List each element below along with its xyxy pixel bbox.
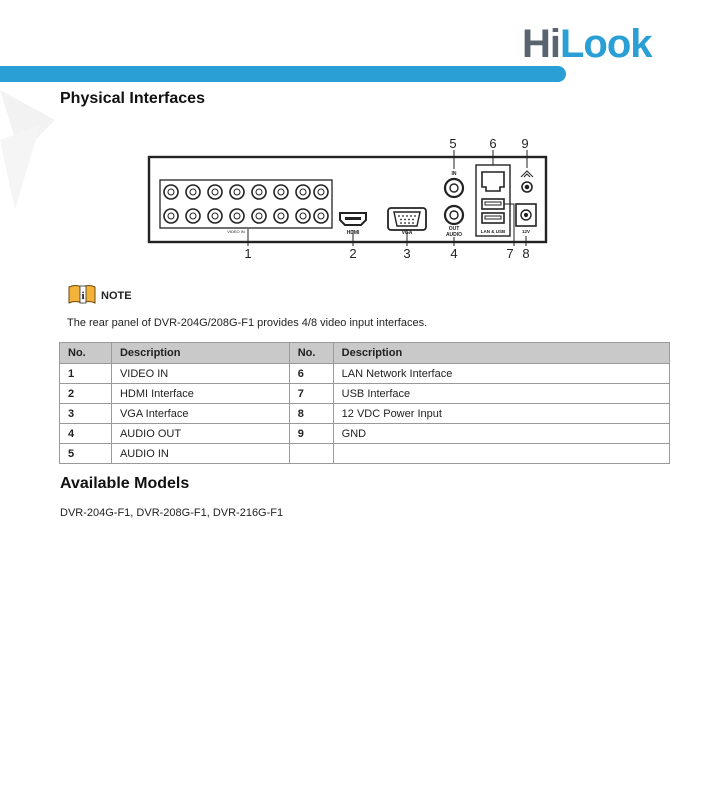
callout-7: 7	[506, 246, 514, 261]
hdmi-label: HDMI	[346, 230, 360, 236]
header-no: No.	[60, 343, 112, 364]
header-no: No.	[289, 343, 333, 364]
header-description: Description	[111, 343, 289, 364]
models-list: DVR-204G-F1, DVR-208G-F1, DVR-216G-F1	[60, 507, 284, 519]
physical-interfaces-title: Physical Interfaces	[60, 90, 205, 107]
callout-8: 8	[522, 246, 530, 261]
table-cell: 1	[60, 364, 112, 384]
audio-in-label: IN	[451, 171, 457, 177]
callout-1: 1	[244, 246, 252, 261]
table-cell: AUDIO IN	[111, 444, 289, 464]
callout-5: 5	[449, 136, 457, 151]
table-cell: VIDEO IN	[111, 364, 289, 384]
table-cell: 3	[60, 404, 112, 424]
table-cell: LAN Network Interface	[333, 364, 669, 384]
table-cell: 6	[289, 364, 333, 384]
table-cell: 5	[60, 444, 112, 464]
callout-3: 3	[403, 246, 411, 261]
table-cell: USB Interface	[333, 384, 669, 404]
note-text: The rear panel of DVR-204G/208G-F1 provides 4/8 video input interfaces.	[67, 317, 428, 329]
table-cell	[289, 444, 333, 464]
callout-6: 6	[489, 136, 497, 151]
note-icon	[67, 283, 97, 305]
note-label: NOTE	[101, 290, 132, 302]
table-cell: HDMI Interface	[111, 384, 289, 404]
note-header	[67, 283, 132, 305]
lan-usb-label: LAN & USB	[480, 229, 506, 234]
table-row	[60, 404, 670, 424]
table-cell: 8	[289, 404, 333, 424]
header-band	[0, 66, 570, 82]
table-cell: 2	[60, 384, 112, 404]
table-header-row	[60, 343, 670, 364]
vga-label: VGA	[401, 230, 413, 236]
table-cell: 9	[289, 424, 333, 444]
table-cell: 7	[289, 384, 333, 404]
power-label: 12V	[521, 229, 531, 234]
header-description: Description	[333, 343, 669, 364]
table-cell	[333, 444, 669, 464]
table-row	[60, 384, 670, 404]
rear-panel-diagram	[140, 132, 560, 264]
svg-text:i: i	[81, 290, 85, 302]
audio-label: AUDIO	[445, 232, 463, 238]
table-row	[60, 364, 670, 384]
interfaces-table	[59, 342, 670, 464]
table-cell: 4	[60, 424, 112, 444]
table-cell: VGA Interface	[111, 404, 289, 424]
watermark-graphic	[0, 80, 60, 220]
callout-2: 2	[349, 246, 357, 261]
table-row	[60, 424, 670, 444]
table-row	[60, 444, 670, 464]
hilook-logo: HiLook	[522, 22, 652, 66]
table-cell: GND	[333, 424, 669, 444]
callout-9: 9	[521, 136, 529, 151]
audio-out-label: OUT	[448, 226, 460, 232]
available-models-title: Available Models	[60, 475, 190, 492]
table-cell: AUDIO OUT	[111, 424, 289, 444]
video-in-label: VIDEO IN	[227, 229, 245, 234]
callout-4: 4	[450, 246, 458, 261]
table-cell: 12 VDC Power Input	[333, 404, 669, 424]
